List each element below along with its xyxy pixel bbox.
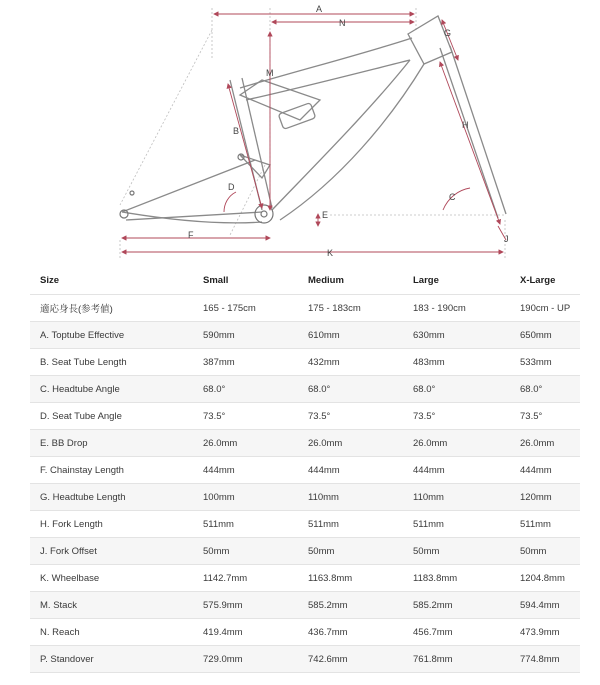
table-cell: 120mm (510, 484, 580, 511)
table-cell: 68.0° (298, 376, 403, 403)
label-h: H (462, 120, 469, 130)
table-cell: 26.0mm (403, 430, 510, 457)
row-label: H. Fork Length (30, 511, 193, 538)
guide-lines (120, 8, 505, 258)
table-cell: 165 - 175cm (193, 295, 298, 322)
label-g: G (444, 28, 452, 38)
table-cell: 742.6mm (298, 646, 403, 673)
table-cell: 511mm (510, 511, 580, 538)
label-k: K (327, 248, 334, 258)
table-cell: 444mm (193, 457, 298, 484)
table-cell: 68.0° (403, 376, 510, 403)
table-row (30, 295, 580, 322)
column-header: Large (403, 266, 510, 295)
table-cell: 761.8mm (403, 646, 510, 673)
table-cell: 473.9mm (510, 619, 580, 646)
row-label: K. Wheelbase (30, 565, 193, 592)
frame-geometry-svg (0, 0, 600, 262)
table-cell: 1183.8mm (403, 565, 510, 592)
table-cell: 1204.8mm (510, 565, 580, 592)
table-row (30, 565, 580, 592)
table-cell: 183 - 190cm (403, 295, 510, 322)
table-cell: 50mm (403, 538, 510, 565)
label-f: F (188, 230, 194, 240)
table-cell: 73.5° (193, 403, 298, 430)
table-cell: 610mm (298, 322, 403, 349)
table-row (30, 511, 580, 538)
table-cell: 175 - 183cm (298, 295, 403, 322)
table-cell: 774.8mm (510, 646, 580, 673)
table-cell: 26.0mm (510, 430, 580, 457)
table-cell: 511mm (193, 511, 298, 538)
row-label: B. Seat Tube Length (30, 349, 193, 376)
table-cell: 73.5° (510, 403, 580, 430)
table-cell: 100mm (193, 484, 298, 511)
row-label: D. Seat Tube Angle (30, 403, 193, 430)
column-header: Medium (298, 266, 403, 295)
table-row (30, 484, 580, 511)
table-cell: 511mm (403, 511, 510, 538)
row-label: J. Fork Offset (30, 538, 193, 565)
table-cell: 419.4mm (193, 619, 298, 646)
table-cell: 590mm (193, 322, 298, 349)
column-header: Size (30, 266, 193, 295)
label-d: D (228, 182, 235, 192)
label-a: A (316, 4, 323, 14)
table-cell: 73.5° (403, 403, 510, 430)
table-cell: 387mm (193, 349, 298, 376)
label-b: B (233, 126, 240, 136)
table-cell: 444mm (403, 457, 510, 484)
table-cell: 585.2mm (298, 592, 403, 619)
table-cell: 444mm (298, 457, 403, 484)
table-cell: 110mm (403, 484, 510, 511)
table-cell: 444mm (510, 457, 580, 484)
table-header-row (30, 266, 580, 295)
table-cell: 1142.7mm (193, 565, 298, 592)
row-label: P. Standover (30, 646, 193, 673)
table-cell: 26.0mm (298, 430, 403, 457)
table-cell: 585.2mm (403, 592, 510, 619)
table-row (30, 403, 580, 430)
table-cell: 190cm - UP (510, 295, 580, 322)
column-header: X-Large (510, 266, 580, 295)
label-j: J (504, 234, 509, 244)
table-cell: 110mm (298, 484, 403, 511)
row-label: M. Stack (30, 592, 193, 619)
table-row (30, 619, 580, 646)
table-cell: 432mm (298, 349, 403, 376)
table-cell: 594.4mm (510, 592, 580, 619)
row-label: G. Headtube Length (30, 484, 193, 511)
row-label: 適応身長(参考値) (30, 295, 193, 322)
table-cell: 68.0° (193, 376, 298, 403)
table-cell: 50mm (510, 538, 580, 565)
table-cell: 729.0mm (193, 646, 298, 673)
table-row (30, 538, 580, 565)
label-e: E (322, 210, 329, 220)
row-label: C. Headtube Angle (30, 376, 193, 403)
table-cell: 436.7mm (298, 619, 403, 646)
table-cell: 483mm (403, 349, 510, 376)
table-cell: 68.0° (510, 376, 580, 403)
table-cell: 26.0mm (193, 430, 298, 457)
table-row (30, 349, 580, 376)
frame-geometry-diagram (0, 0, 600, 262)
table-cell: 50mm (193, 538, 298, 565)
table-cell: 533mm (510, 349, 580, 376)
table-cell: 511mm (298, 511, 403, 538)
row-label: F. Chainstay Length (30, 457, 193, 484)
table-cell: 650mm (510, 322, 580, 349)
row-label: N. Reach (30, 619, 193, 646)
table-row (30, 430, 580, 457)
table-cell: 50mm (298, 538, 403, 565)
table-cell: 630mm (403, 322, 510, 349)
column-header: Small (193, 266, 298, 295)
geometry-table (30, 266, 580, 673)
table-cell: 456.7mm (403, 619, 510, 646)
label-n: N (339, 18, 346, 28)
table-cell: 1163.8mm (298, 565, 403, 592)
table-row (30, 322, 580, 349)
label-c: C (449, 192, 456, 202)
table-row (30, 457, 580, 484)
table-row (30, 592, 580, 619)
table-cell: 73.5° (298, 403, 403, 430)
row-label: A. Toptube Effective (30, 322, 193, 349)
table-cell: 575.9mm (193, 592, 298, 619)
table-row (30, 376, 580, 403)
label-m: M (266, 68, 274, 78)
table-row (30, 646, 580, 673)
row-label: E. BB Drop (30, 430, 193, 457)
